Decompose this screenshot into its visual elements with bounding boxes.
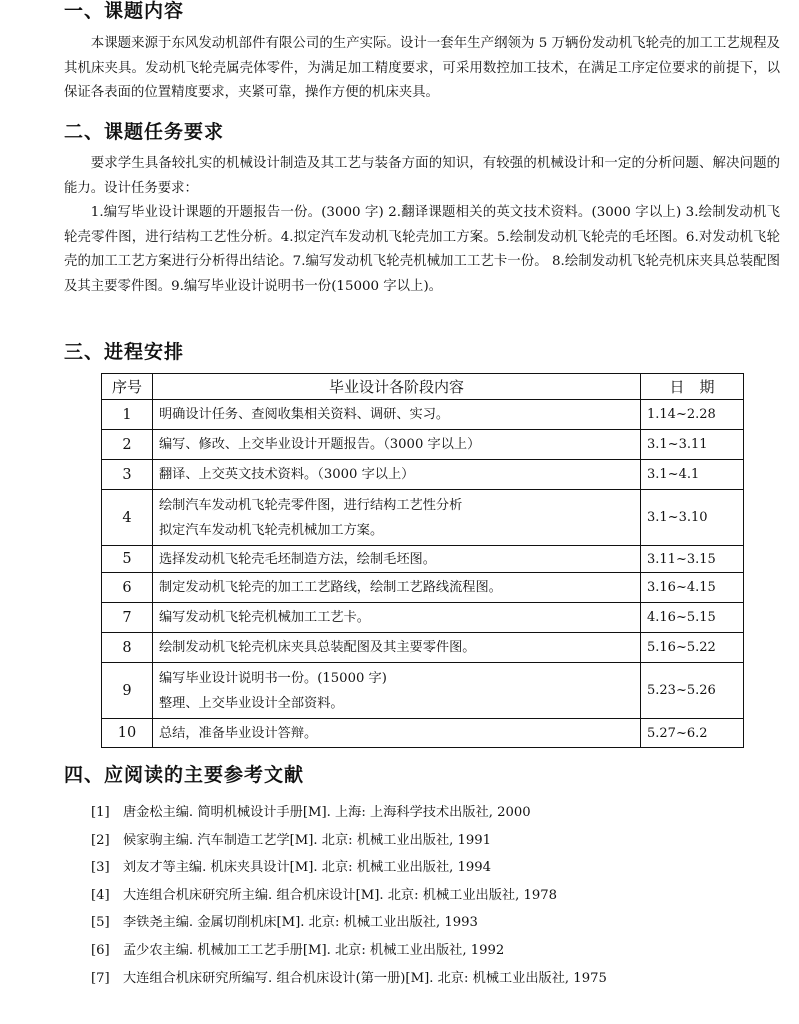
reference-list <box>91 799 781 992</box>
table-row <box>102 633 744 663</box>
row-content-line: 编写发动机飞轮壳机械加工工艺卡。 <box>159 610 370 625</box>
row-num: 7 <box>102 603 153 633</box>
reference-text: 孟少农主编. 机械加工工艺手册[M]. 北京: 机械工业出版社, 1992 <box>123 942 505 958</box>
row-date: 5.23~5.26 <box>641 663 744 719</box>
row-content <box>153 490 641 546</box>
row-num: 1 <box>102 400 153 430</box>
section2-body <box>64 152 780 299</box>
section1-paragraph: 本课题来源于东风发动机部件有限公司的生产实际。设计一套年生产纲领为 5 万辆份发动机飞轮壳的加工工艺规程及其机床夹具。发动机飞轮壳属壳体零件，为满足加工精度要求，可采用数控加工技术，在满足工序定位要求的前提下，以保证各表面的位置精度要求，夹紧可靠，操作方便的机床夹具。 <box>64 36 780 100</box>
row-num: 6 <box>102 573 153 603</box>
row-date: 3.16~4.15 <box>641 573 744 603</box>
table-row <box>102 603 744 633</box>
row-content <box>153 430 641 460</box>
section2-intro: 要求学生具备较扎实的机械设计制造及其工艺与装备方面的知识，有较强的机械设计和一定的分析问题、解决问题的能力。设计任务要求： <box>64 156 780 196</box>
schedule-table <box>101 373 744 748</box>
row-content <box>153 400 641 430</box>
table-row <box>102 546 744 573</box>
table-row <box>102 430 744 460</box>
row-num: 5 <box>102 546 153 573</box>
table-row <box>102 719 744 748</box>
section1-body <box>64 32 780 106</box>
reference-number: [3] <box>91 860 110 876</box>
header-num: 序号 <box>102 374 153 400</box>
table-row <box>102 573 744 603</box>
row-num: 4 <box>102 490 153 546</box>
row-content-line: 选择发动机飞轮壳毛坯制造方法，绘制毛坯图。 <box>159 551 436 567</box>
section4-title: 四、应阅读的主要参考文献 <box>64 764 305 786</box>
reference-number: [4] <box>91 887 110 903</box>
header-content: 毕业设计各阶段内容 <box>153 374 641 400</box>
row-num: 10 <box>102 719 153 748</box>
list-item <box>91 965 781 993</box>
table-row <box>102 663 744 719</box>
row-content-line: 整理、上交毕业设计全部资料。 <box>159 695 344 711</box>
reference-text: 李铁尧主编. 金属切削机床[M]. 北京: 机械工业出版社, 1993 <box>123 915 478 931</box>
section2-title: 二、课题任务要求 <box>64 121 225 143</box>
table-row <box>102 460 744 490</box>
row-content-line: 拟定汽车发动机飞轮壳机械加工方案。 <box>159 522 384 538</box>
reference-text: 唐金松主编. 简明机械设计手册[M]. 上海: 上海科学技术出版社, 2000 <box>123 805 531 820</box>
row-content-line: 编写、修改、上交毕业设计开题报告。（3000 字以上） <box>159 437 481 452</box>
row-content-line: 制定发动机飞轮壳的加工工艺路线，绘制工艺路线流程图。 <box>159 580 502 595</box>
row-content-line: 翻译、上交英文技术资料。（3000 字以上） <box>159 467 415 482</box>
reference-text: 大连组合机床研究所主编. 组合机床设计[M]. 北京: 机械工业出版社, 1978 <box>123 887 558 903</box>
row-content-line: 总结，准备毕业设计答辩。 <box>159 725 318 741</box>
reference-text: 刘友才等主编. 机床夹具设计[M]. 北京: 机械工业出版社, 1994 <box>123 860 492 876</box>
table-row <box>102 400 744 430</box>
row-content <box>153 460 641 490</box>
reference-text: 大连组合机床研究所编写. 组合机床设计(第一册)[M]. 北京: 机械工业出版社, 1975 <box>123 970 607 986</box>
row-content <box>153 663 641 719</box>
row-content <box>153 603 641 633</box>
list-item <box>91 827 781 855</box>
row-date: 4.16~5.15 <box>641 603 744 633</box>
row-date: 3.1~3.11 <box>641 430 744 460</box>
row-date: 5.27~6.2 <box>641 719 744 748</box>
reference-number: [5] <box>91 915 110 931</box>
row-date: 3.1~3.10 <box>641 490 744 546</box>
row-num: 9 <box>102 663 153 719</box>
list-item <box>91 799 781 827</box>
row-content <box>153 633 641 663</box>
row-content <box>153 573 641 603</box>
reference-number: [1] <box>91 805 110 820</box>
row-num: 3 <box>102 460 153 490</box>
row-num: 8 <box>102 633 153 663</box>
row-date: 3.1~4.1 <box>641 460 744 490</box>
row-content-line: 绘制汽车发动机飞轮壳零件图，进行结构工艺性分析 <box>159 497 463 513</box>
row-content-line: 明确设计任务、查阅收集相关资料、调研、实习。 <box>159 407 450 422</box>
table-header-row <box>102 374 744 400</box>
row-content-line: 编写毕业设计说明书一份。(15000 字) <box>159 670 387 686</box>
section3-title: 三、进程安排 <box>64 341 185 363</box>
row-date: 1.14~2.28 <box>641 400 744 430</box>
row-content-line: 绘制发动机飞轮壳机床夹具总装配图及其主要零件图。 <box>159 640 476 655</box>
row-date: 5.16~5.22 <box>641 633 744 663</box>
reference-number: [7] <box>91 970 110 986</box>
list-item <box>91 937 781 965</box>
section1-title: 一、课题内容 <box>64 0 185 22</box>
list-item <box>91 882 781 910</box>
list-item <box>91 854 781 882</box>
reference-number: [2] <box>91 832 110 848</box>
row-date: 3.11~3.15 <box>641 546 744 573</box>
row-num: 2 <box>102 430 153 460</box>
section2-tasks: 1.编写毕业设计课题的开题报告一份。(3000 字) 2.翻译课题相关的英文技术资料。(3000 字以上) 3.绘制发动机飞轮壳零件图，进行结构工艺性分析。4.拟定汽车发动机飞轮壳加工方案。5.绘制发动机飞轮壳的毛坯图。6.对发动机飞轮壳的加工工艺方案进行分析得出结论。7.编写发动机飞轮壳机械加工工艺卡一份。 8.绘制发动机飞轮壳机床夹具总装配图及其主要零件图。9.编写毕业设计说明书一份(15000 字以上)。 <box>64 205 780 294</box>
list-item <box>91 909 781 937</box>
header-date: 日 期 <box>641 374 744 400</box>
row-content <box>153 719 641 748</box>
table-row <box>102 490 744 546</box>
reference-number: [6] <box>91 942 110 958</box>
reference-text: 候家驹主编. 汽车制造工艺学[M]. 北京: 机械工业出版社, 1991 <box>123 832 492 848</box>
row-content <box>153 546 641 573</box>
